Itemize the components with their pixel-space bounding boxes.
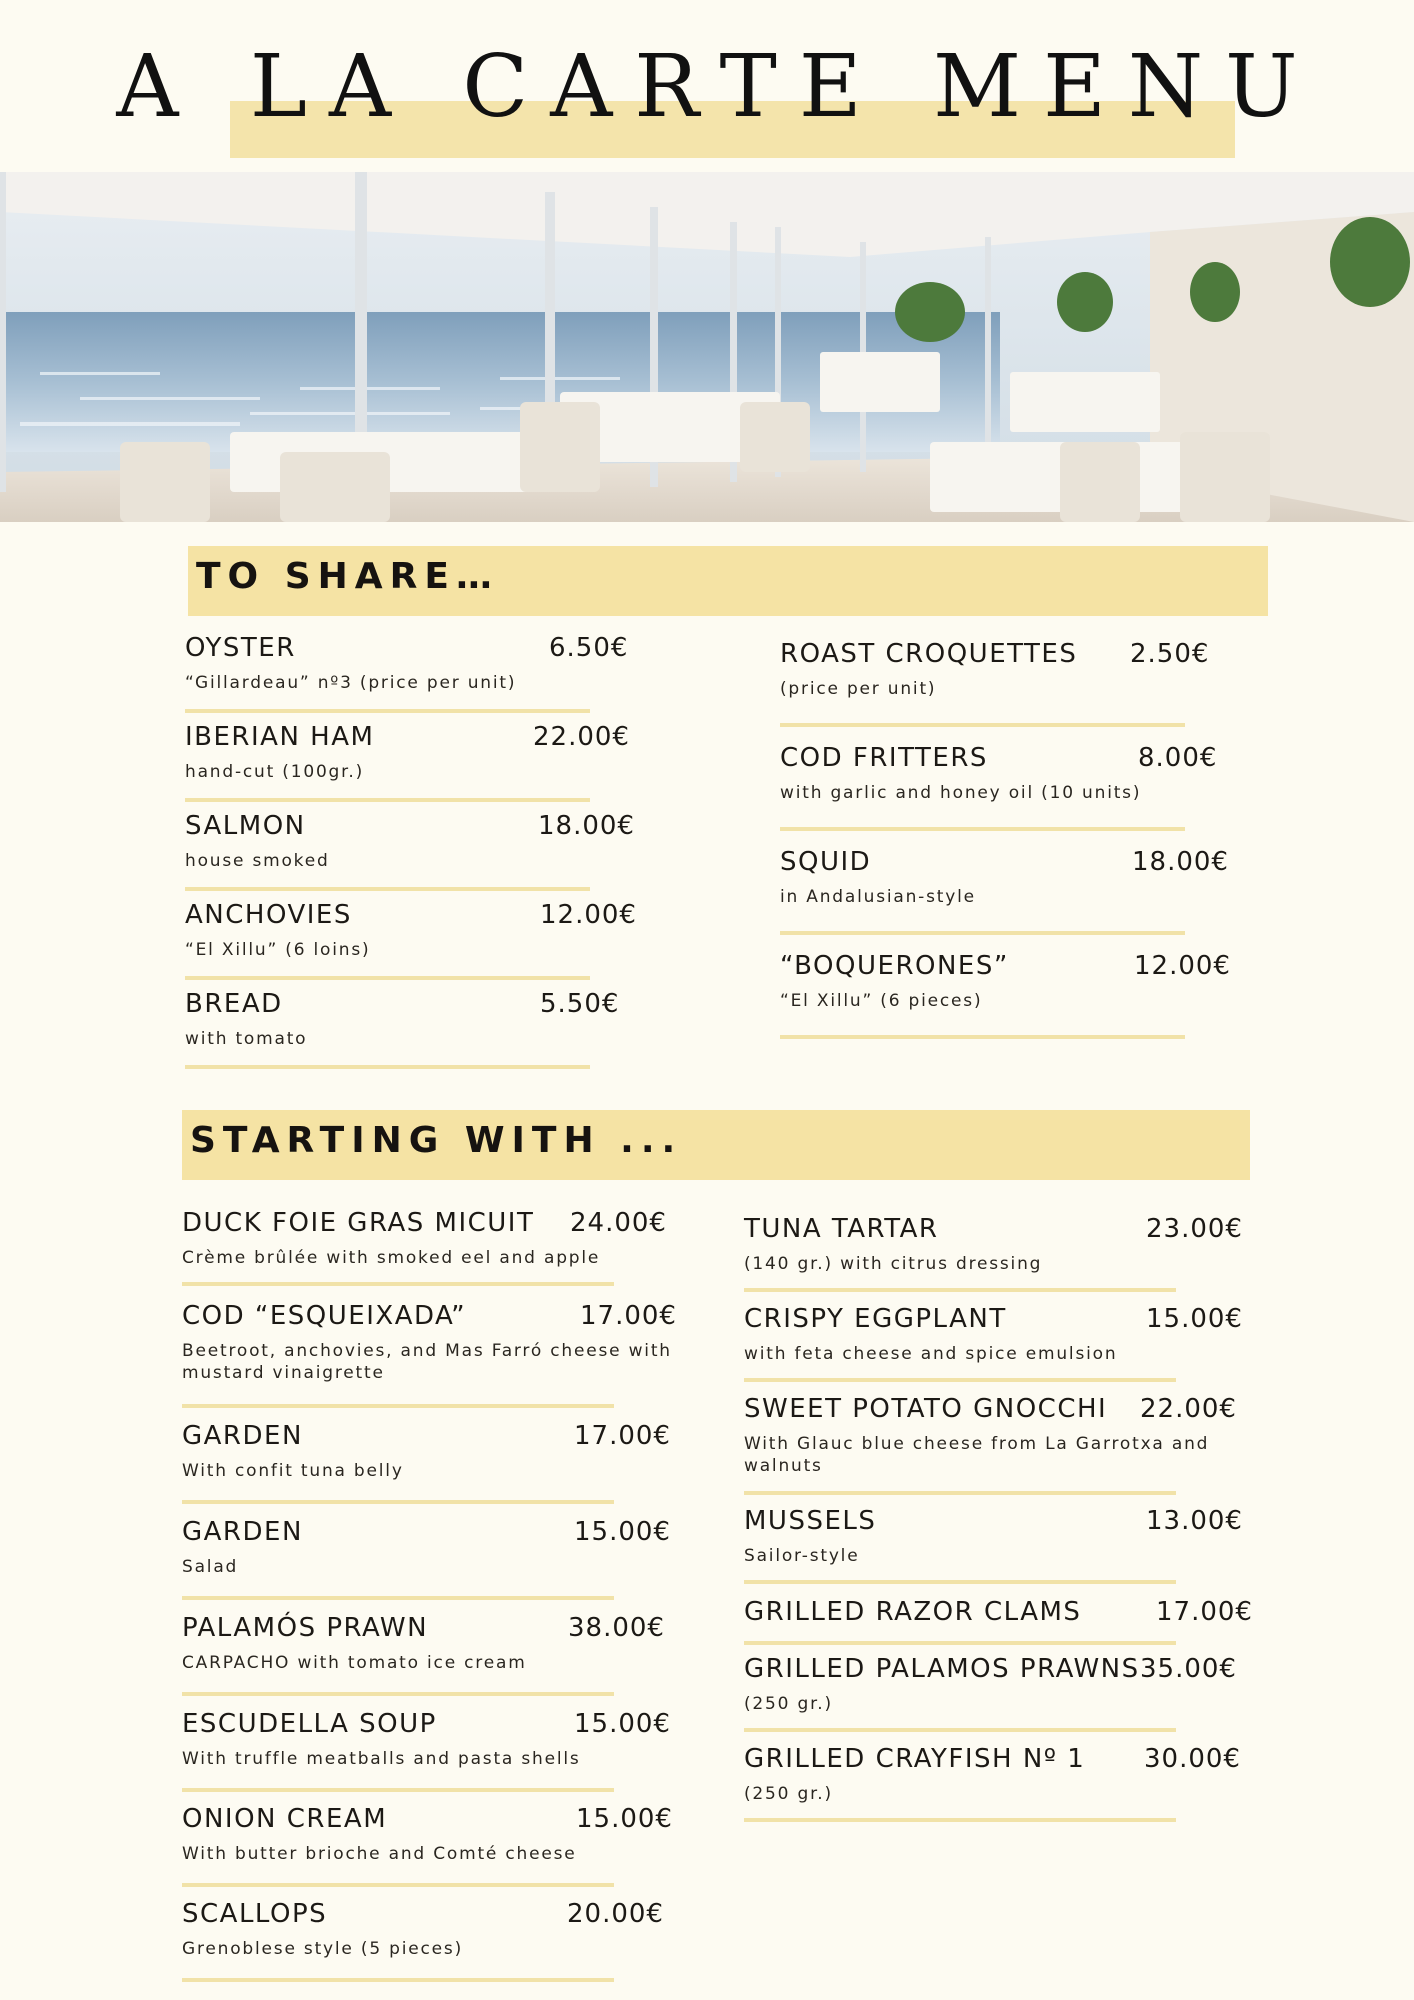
item-price: 18.00€ [1132, 847, 1229, 877]
item-description: Salad [182, 1557, 239, 1577]
item-divider [780, 723, 1185, 727]
item-description: house smoked [185, 851, 330, 871]
item-name: GARDEN [182, 1421, 303, 1451]
item-description: (140 gr.) with citrus dressing [744, 1254, 1043, 1274]
item-name: DUCK FOIE GRAS MICUIT [182, 1208, 535, 1238]
item-name: SCALLOPS [182, 1899, 328, 1929]
item-name: GARDEN [182, 1517, 303, 1547]
hero-image [0, 172, 1414, 522]
item-divider [744, 1288, 1176, 1292]
item-name: IBERIAN HAM [185, 722, 375, 752]
item-name: “BOQUERONES” [780, 951, 1009, 981]
item-description: “Gillardeau” nº3 (price per unit) [185, 673, 517, 693]
item-name: GRILLED CRAYFISH Nº 1 [744, 1744, 1086, 1774]
item-divider [780, 827, 1185, 831]
item-description: Sailor-style [744, 1546, 860, 1566]
item-name: CRISPY EGGPLANT [744, 1304, 1007, 1334]
page-title: A LA CARTE MENU [116, 37, 1320, 137]
item-price: 15.00€ [574, 1709, 671, 1739]
item-name: PALAMÓS PRAWN [182, 1613, 429, 1643]
item-divider [185, 1065, 590, 1069]
item-divider [780, 931, 1185, 935]
item-price: 2.50€ [1130, 639, 1210, 669]
item-name: ESCUDELLA SOUP [182, 1709, 437, 1739]
item-price: 15.00€ [574, 1517, 671, 1547]
item-price: 30.00€ [1144, 1744, 1241, 1774]
item-price: 15.00€ [1146, 1304, 1243, 1334]
item-divider [744, 1491, 1176, 1495]
item-description: With truffle meatballs and pasta shells [182, 1749, 581, 1769]
item-price: 17.00€ [574, 1421, 671, 1451]
item-description: Beetroot, anchovies, and Mas Farró cheese with mustard vinaigrette [182, 1341, 672, 1383]
item-name: SALMON [185, 811, 306, 841]
section-header-starting-with [182, 1110, 1250, 1180]
item-description: CARPACHO with tomato ice cream [182, 1653, 527, 1673]
item-divider [182, 1978, 614, 1982]
item-description: Grenoblese style (5 pieces) [182, 1939, 464, 1959]
item-description: (250 gr.) [744, 1784, 833, 1804]
item-name: ROAST CROQUETTES [780, 639, 1078, 669]
item-price: 6.50€ [549, 633, 629, 663]
item-name: MUSSELS [744, 1506, 877, 1536]
item-divider [185, 887, 590, 891]
item-price: 18.00€ [538, 811, 635, 841]
item-name: SQUID [780, 847, 872, 877]
item-name: ONION CREAM [182, 1804, 388, 1834]
item-price: 17.00€ [580, 1301, 677, 1331]
item-name: BREAD [185, 989, 283, 1019]
item-description: “El Xillu” (6 pieces) [780, 991, 983, 1011]
item-price: 13.00€ [1146, 1506, 1243, 1536]
item-price: 8.00€ [1138, 743, 1218, 773]
item-name: ANCHOVIES [185, 900, 352, 930]
item-divider [744, 1580, 1176, 1584]
item-divider [744, 1818, 1176, 1822]
item-divider [780, 1035, 1185, 1039]
item-description: with tomato [185, 1029, 308, 1049]
item-divider [744, 1378, 1176, 1382]
item-name: TUNA TARTAR [744, 1214, 939, 1244]
item-price: 22.00€ [533, 722, 630, 752]
item-name: GRILLED PALAMOS PRAWNS [744, 1654, 1140, 1684]
item-divider [185, 798, 590, 802]
item-name: SWEET POTATO GNOCCHI [744, 1394, 1108, 1424]
item-description: with feta cheese and spice emulsion [744, 1344, 1118, 1364]
item-description: in Andalusian-style [780, 887, 976, 907]
item-divider [185, 976, 590, 980]
item-description: (250 gr.) [744, 1694, 833, 1714]
item-divider [182, 1596, 614, 1600]
item-name: COD FRITTERS [780, 743, 988, 773]
section-title: TO SHARE… [196, 556, 499, 597]
item-price: 15.00€ [576, 1804, 673, 1834]
item-price: 20.00€ [567, 1899, 664, 1929]
item-price: 17.00€ [1156, 1597, 1253, 1627]
item-name: GRILLED RAZOR CLAMS [744, 1597, 1082, 1627]
item-name: COD “ESQUEIXADA” [182, 1301, 467, 1331]
item-divider [744, 1641, 1176, 1645]
item-price: 24.00€ [570, 1208, 667, 1238]
item-price: 23.00€ [1146, 1214, 1243, 1244]
item-divider [185, 709, 590, 713]
item-description: (price per unit) [780, 679, 937, 699]
item-price: 12.00€ [1134, 951, 1231, 981]
item-price: 5.50€ [540, 989, 620, 1019]
item-description: With Glauc blue cheese from La Garrotxa and walnuts [744, 1434, 1210, 1476]
section-title: STARTING WITH ... [190, 1120, 683, 1161]
item-divider [744, 1728, 1176, 1732]
item-divider [182, 1788, 614, 1792]
item-description: Crème brûlée with smoked eel and apple [182, 1248, 601, 1268]
item-description: “El Xillu” (6 loins) [185, 940, 371, 960]
item-name: OYSTER [185, 633, 296, 663]
item-divider [182, 1692, 614, 1696]
item-divider [182, 1404, 614, 1408]
item-price: 38.00€ [568, 1613, 665, 1643]
item-divider [182, 1282, 614, 1286]
item-description: With confit tuna belly [182, 1461, 404, 1481]
section-header-to-share [188, 546, 1268, 616]
item-description: with garlic and honey oil (10 units) [780, 783, 1142, 803]
item-price: 12.00€ [540, 900, 637, 930]
item-divider [182, 1883, 614, 1887]
item-divider [182, 1500, 614, 1504]
item-price: 35.00€ [1140, 1654, 1237, 1684]
item-price: 22.00€ [1140, 1394, 1237, 1424]
item-description: With butter brioche and Comté cheese [182, 1844, 577, 1864]
item-description: hand-cut (100gr.) [185, 762, 365, 782]
